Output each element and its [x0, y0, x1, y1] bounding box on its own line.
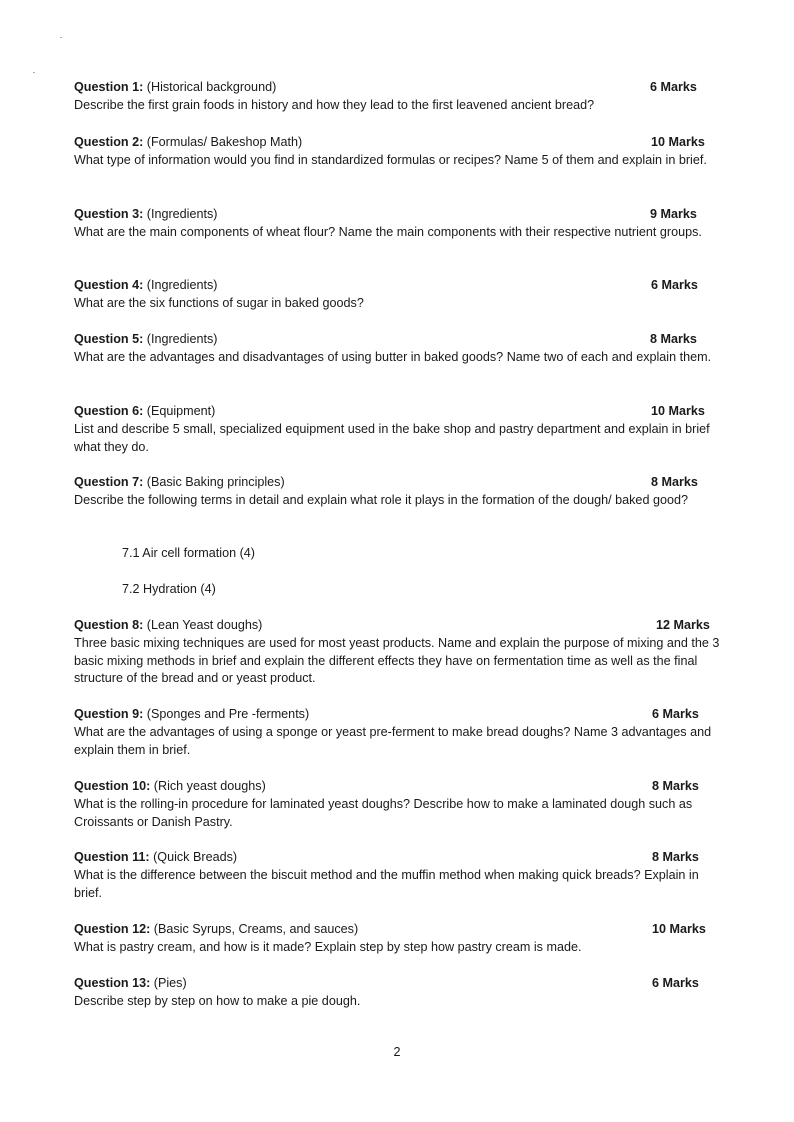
question-marks: 8 Marks — [650, 332, 697, 346]
question-marks: 10 Marks — [651, 135, 705, 149]
question-9 — [74, 706, 724, 759]
question-13 — [74, 975, 724, 1011]
question-topic: (Quick Breads) — [153, 850, 238, 864]
question-text: Describe the first grain foods in history and how they lead to the first leavened ancient bread? — [74, 97, 595, 112]
question-text: List and describe 5 small, specialized equipment used in the bake shop and pastry department and explain in brief what they do. — [74, 421, 710, 454]
question-3 — [74, 206, 724, 242]
subitem-7-1: 7.1 Air cell formation (4) — [122, 546, 255, 560]
question-text: Describe step by step on how to make a pie dough. — [74, 993, 361, 1008]
question-label: Question 4: — [74, 278, 144, 292]
question-10 — [74, 778, 724, 831]
question-marks: 10 Marks — [652, 922, 706, 936]
question-6 — [74, 403, 724, 456]
question-5 — [74, 331, 724, 367]
question-marks: 12 Marks — [656, 618, 710, 632]
question-marks: 8 Marks — [652, 779, 699, 793]
question-11 — [74, 849, 724, 902]
question-marks: 9 Marks — [650, 207, 697, 221]
question-label: Question 6: — [74, 404, 144, 418]
question-2 — [74, 134, 724, 170]
question-topic: (Pies) — [153, 976, 187, 990]
question-4 — [74, 277, 724, 313]
question-topic: (Lean Yeast doughs) — [146, 618, 263, 632]
question-topic: (Ingredients) — [146, 207, 218, 221]
question-label: Question 13: — [74, 976, 151, 990]
question-label: Question 2: — [74, 135, 144, 149]
question-text: What are the main components of wheat flour? Name the main components with their respective nutrient groups. — [74, 224, 702, 239]
question-topic: (Historical background) — [146, 80, 277, 94]
question-text: Describe the following terms in detail and explain what role it plays in the formation of the dough/ baked good? — [74, 492, 688, 507]
subitem-7-2: 7.2 Hydration (4) — [122, 582, 216, 596]
question-label: Question 3: — [74, 207, 144, 221]
question-label: Question 5: — [74, 332, 144, 346]
question-marks: 6 Marks — [652, 976, 699, 990]
question-topic: (Formulas/ Bakeshop Math) — [146, 135, 303, 149]
scan-speck — [60, 37, 62, 38]
question-label: Question 7: — [74, 475, 144, 489]
question-7 — [74, 474, 724, 510]
question-text: What are the advantages of using a sponge or yeast pre-ferment to make bread doughs? Name 3 advantages and explain them in brief. — [74, 724, 712, 757]
question-text: What is the rolling-in procedure for laminated yeast doughs? Describe how to make a laminated dough such as Croissants or Danish Pastry. — [74, 796, 693, 829]
question-label: Question 9: — [74, 707, 144, 721]
question-8 — [74, 617, 724, 688]
question-label: Question 11: — [74, 850, 150, 864]
question-12 — [74, 921, 724, 957]
question-marks: 6 Marks — [651, 278, 698, 292]
page-number: 2 — [393, 1045, 401, 1059]
question-topic: (Basic Syrups, Creams, and sauces) — [153, 922, 359, 936]
question-text: What are the advantages and disadvantages of using butter in baked goods? Name two of each and explain them. — [74, 349, 712, 364]
question-marks: 8 Marks — [651, 475, 698, 489]
question-topic: (Equipment) — [146, 404, 216, 418]
scan-speck — [33, 72, 35, 73]
question-text: What are the six functions of sugar in baked goods? — [74, 295, 364, 310]
question-marks: 6 Marks — [652, 707, 699, 721]
question-text: What type of information would you find in standardized formulas or recipes? Name 5 of them and explain in brief. — [74, 152, 707, 167]
question-label: Question 8: — [74, 618, 144, 632]
question-label: Question 12: — [74, 922, 151, 936]
question-text: What is pastry cream, and how is it made? Explain step by step how pastry cream is made. — [74, 939, 582, 954]
question-marks: 6 Marks — [650, 80, 697, 94]
question-text: Three basic mixing techniques are used for most yeast products. Name and explain the purpose of mixing and the 3 basic mixing methods in brief and explain the different effects they have on fermentation time as well as the final structure of the bread and or yeast product. — [74, 635, 720, 686]
question-topic: (Ingredients) — [146, 332, 218, 346]
question-marks: 8 Marks — [652, 850, 699, 864]
question-topic: (Basic Baking principles) — [146, 475, 285, 489]
question-topic: (Sponges and Pre -ferments) — [146, 707, 310, 721]
question-label: Question 1: — [74, 80, 144, 94]
question-label: Question 10: — [74, 779, 151, 793]
question-marks: 10 Marks — [651, 404, 705, 418]
question-1 — [74, 79, 724, 115]
question-topic: (Rich yeast doughs) — [153, 779, 266, 793]
question-topic: (Ingredients) — [146, 278, 218, 292]
question-text: What is the difference between the biscuit method and the muffin method when making quick breads? Explain in brief. — [74, 867, 699, 900]
